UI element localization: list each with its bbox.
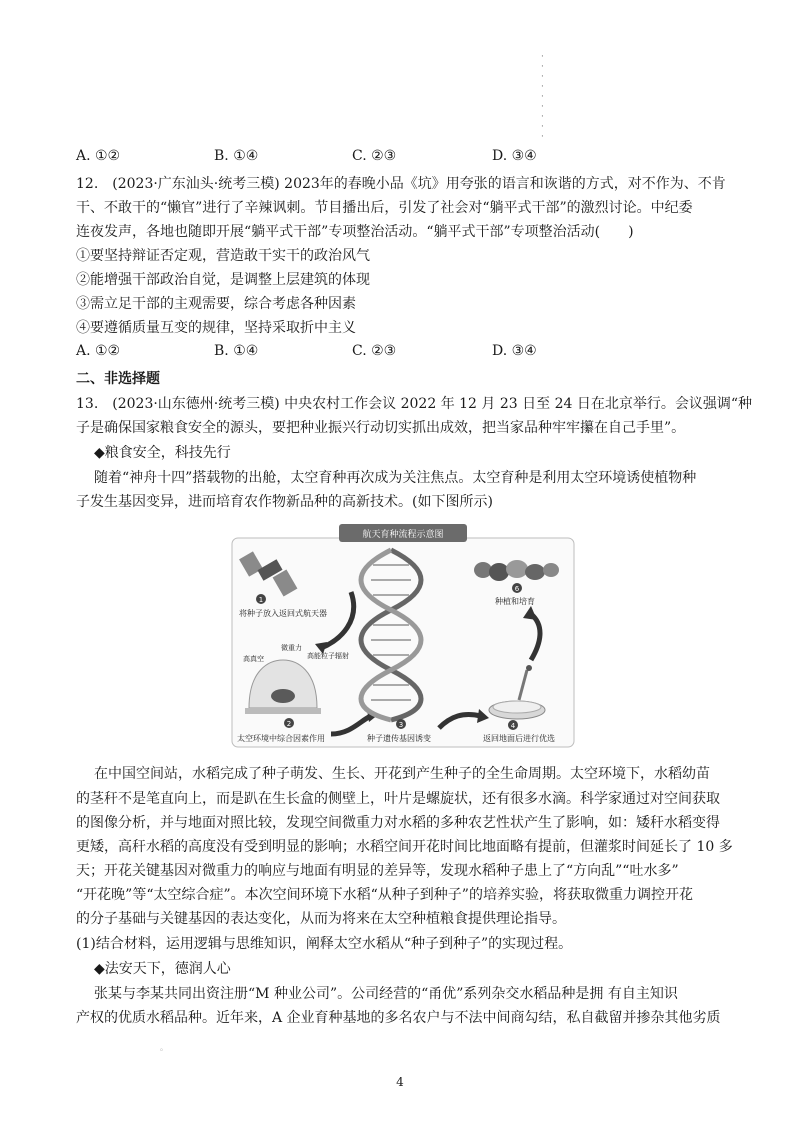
q12-line-2: 干、不敢干的“懒官”进行了辛辣讽刺。节目播出后，引发了社会对“躺平式干部”的激烈讨论。中纪委 [76, 200, 693, 216]
q13-para1-line-1: 随着“神舟十四”搭载物的出舱，太空育种再次成为关注焦点。太空育种是利用太空环境诱使植物种 [94, 470, 697, 486]
q13-para2-line-7: 的分子基础与关键基因的表达变化，从而为将来在太空种植粮食提供理论指导。 [76, 911, 566, 927]
page-number: 4 [396, 1075, 404, 1089]
q13-para2-line-3: 的图像分析，并与地面对照比较，发现空间微重力对水稻的多种农艺性状产生了影响，如：矮秆水稻变得 [76, 815, 720, 831]
q13-para1-line-2: 子发生基因变异，进而培育农作物新品种的高新技术。(如下图所示) [76, 494, 493, 510]
q13-question-1: (1)结合材料，运用逻辑与思维知识，阐释太空水稻从“种子到种子”的实现过程。 [76, 936, 573, 952]
q13-intro-2: 子是确保国家粮食安全的源头，要把种业振兴行动切实抓出成效，把当家品种牢牢攥在自己手里”。 [76, 420, 686, 436]
q11-option-b: B. ①④ [214, 148, 259, 164]
q13-subtitle-food-security: ◆粮食安全，科技先行 [94, 445, 231, 461]
step-6-number: 6 [514, 585, 520, 593]
q13-intro-1: 13. (2023·山东德州·统考三模) 中央农村工作会议 2022 年 12 月 23 日至 24 日在北京举行。会议强调“种 [76, 396, 752, 412]
q12-option-d: D. ③④ [492, 343, 537, 359]
q12-statement-3: ③需立足干部的主观需要，综合考虑各种因素 [76, 296, 356, 312]
q12-statement-4: ④要遵循质量互变的规律，坚持采取折中主义 [76, 320, 356, 336]
step-3-number: 3 [398, 721, 404, 729]
q11-option-d: D. ③④ [492, 148, 537, 164]
q13-para2-line-6: “开花晚”等“太空综合症”。本次空间环境下水稻“从种子到种子”的培养实验，将获取微重力调控开花 [76, 887, 693, 903]
step-2-label: 太空环境中综合因素作用 [237, 734, 325, 743]
figure-title: 航天育种流程示意图 [362, 530, 444, 540]
q12-option-a: A. ①② [76, 343, 121, 359]
q13-para3-line-1: 张某与李某共同出资注册“M 种业公司”。公司经营的“甬优”系列杂交水稻品种是拥 有自主知识 [94, 986, 678, 1002]
step-1-label: 将种子放入返回式航天器 [239, 609, 327, 618]
q12-statement-2: ②能增强干部政治自觉，是调整上层建筑的体现 [76, 272, 370, 288]
scan-dots: · · · · · · · · · [541, 52, 544, 142]
step-4-number: 4 [510, 722, 516, 730]
q11-options [76, 148, 676, 168]
q12-line-1: 12. (2023·广东汕头·统考三模) 2023年的春晚小品《坑》用夸张的语言和诙谐的方式，对不作为、不肯 [76, 176, 726, 192]
q13-para2-line-2: 的茎秆不是笔直向上，而是趴在生长盒的侧壁上，叶片是螺旋状，还有很多水滴。科学家通过对空间获取 [76, 791, 720, 807]
q13-subtitle-law: ◆法安天下，德润人心 [94, 961, 231, 977]
step-1-number: 1 [258, 596, 264, 604]
section-heading: 二、非选择题 [76, 371, 160, 387]
q13-para2-line-4: 更矮，高秆水稻的高度没有受到明显的影响；水稻空间开花时间比地面略有提前，但灌浆时间延长了 10 多 [76, 839, 733, 855]
q13-para2-line-1: 在中国空间站，水稻完成了种子萌发、生长、开花到产生种子的全生命周期。太空环境下，水稻幼苗 [94, 766, 710, 782]
factor-vacuum: 高真空 [243, 655, 264, 663]
q13-para2-line-5: 天；开花关键基因对微重力的响应与地面有明显的差异等，发现水稻种子患上了“方向乱”“吐水多” [76, 863, 679, 879]
q12-statement-1: ①要坚持辩证否定观，营造敢干实干的政治风气 [76, 248, 370, 264]
factor-radiation: 高能粒子辐射 [307, 652, 349, 660]
q11-option-c: C. ②③ [352, 148, 397, 164]
step-2-number: 2 [286, 720, 292, 728]
q13-para3-line-2: 产权的优质水稻品种。近年来，A 企业育种基地的多名农户与不法中间商勾结，私自截留并掺杂其他劣质 [76, 1010, 721, 1026]
step-6-label: 种植和培育 [495, 597, 535, 606]
stray-mark: 。 [160, 1043, 168, 1052]
step-4-label: 返回地面后进行优选 [483, 734, 555, 743]
q12-options [76, 343, 676, 363]
step-3-label: 种子遗传基因诱变 [367, 734, 431, 743]
space-breeding-diagram [231, 520, 575, 748]
q12-line-3: 连夜发声，各地也随即开展“躺平式干部”专项整治活动。“躺平式干部”专项整治活动( ) [76, 224, 634, 240]
q12-option-b: B. ①④ [214, 343, 259, 359]
q11-option-a: A. ①② [76, 148, 121, 164]
factor-microgravity: 微重力 [281, 644, 302, 652]
q12-option-c: C. ②③ [352, 343, 397, 359]
